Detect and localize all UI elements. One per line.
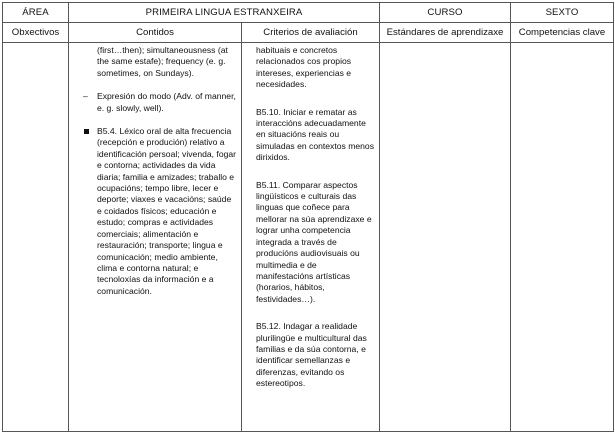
dash-marker: – (83, 91, 88, 102)
content-row (3, 43, 614, 432)
header-row (3, 3, 614, 23)
contents-cell (69, 43, 242, 432)
contents-dash-item (81, 91, 237, 114)
subject-title: PRIMEIRA LINGUA ESTRANXEIRA (69, 3, 380, 23)
document-page (2, 2, 613, 436)
curso-label: CURSO (380, 3, 511, 23)
square-bullet-icon (84, 129, 89, 134)
column-standards: Estándares de aprendizaxe (380, 23, 511, 43)
objectives-cell (3, 43, 69, 432)
criterion-b5-12: B5.12. Indagar a realidade plurilingüe e multicultural das familias e da súa contorna, e identificar semellanzas e diferenzas, evitando os estereotipos. (256, 321, 367, 389)
column-competences: Competencias clave (511, 23, 614, 43)
criterion-continuation: habituais e concretos relacionados cos propios intereses, experiencias e necesidades. (256, 45, 352, 90)
column-criteria: Criterios de avaliación (242, 23, 380, 43)
contents-continuation: (first…then); simultaneousness (at the same estafe); frequency (e. g. sometimes, on Sundays). (97, 45, 228, 78)
column-objectives: Obxectivos (3, 23, 69, 43)
curso-value: SEXTO (511, 3, 614, 23)
column-header-row (3, 23, 614, 43)
criterion-b5-10: B5.10. Iniciar e rematar as interaccións adecuadamente en situacións reais ou simuladas en contextos menos dirixidos. (256, 106, 374, 163)
contents-bullet-item (81, 126, 237, 297)
curriculum-table (2, 2, 614, 432)
competences-cell (511, 43, 614, 432)
bullet-item-text: B5.4. Léxico oral de alta frecuencia (recepción e produción) relativo a identificación persoal; vivenda, fogar e contorna; actividades da vida diaria; familia e amizades; traballo e ocupacións; tempo libre, lecer e deporte; viaxes e vacacións; saúde e coidados físicos; educación e estudo; compras e actividades comerciais; alimentación e restauración; transporte; lingua e comunicación; medio ambiente, clima e contorna natural; e tecnoloxías da información e a comunicación. (97, 126, 237, 296)
criterion-b5-11: B5.11. Comparar aspectos lingüísticos e culturais das linguas que coñece para mellorar na súa aprendizaxe e lograr unha competencia integrada a través de producións audiovisuais ou multimedia e de manifestacións artísticas (horarios, hábitos, festividades…). (256, 179, 372, 304)
column-contents: Contidos (69, 23, 242, 43)
criteria-cell (242, 43, 380, 432)
standards-cell (380, 43, 511, 432)
dash-item-text: Expresión do modo (Adv. of manner, e. g. slowly, well). (97, 91, 236, 113)
area-label: ÁREA (3, 3, 69, 23)
